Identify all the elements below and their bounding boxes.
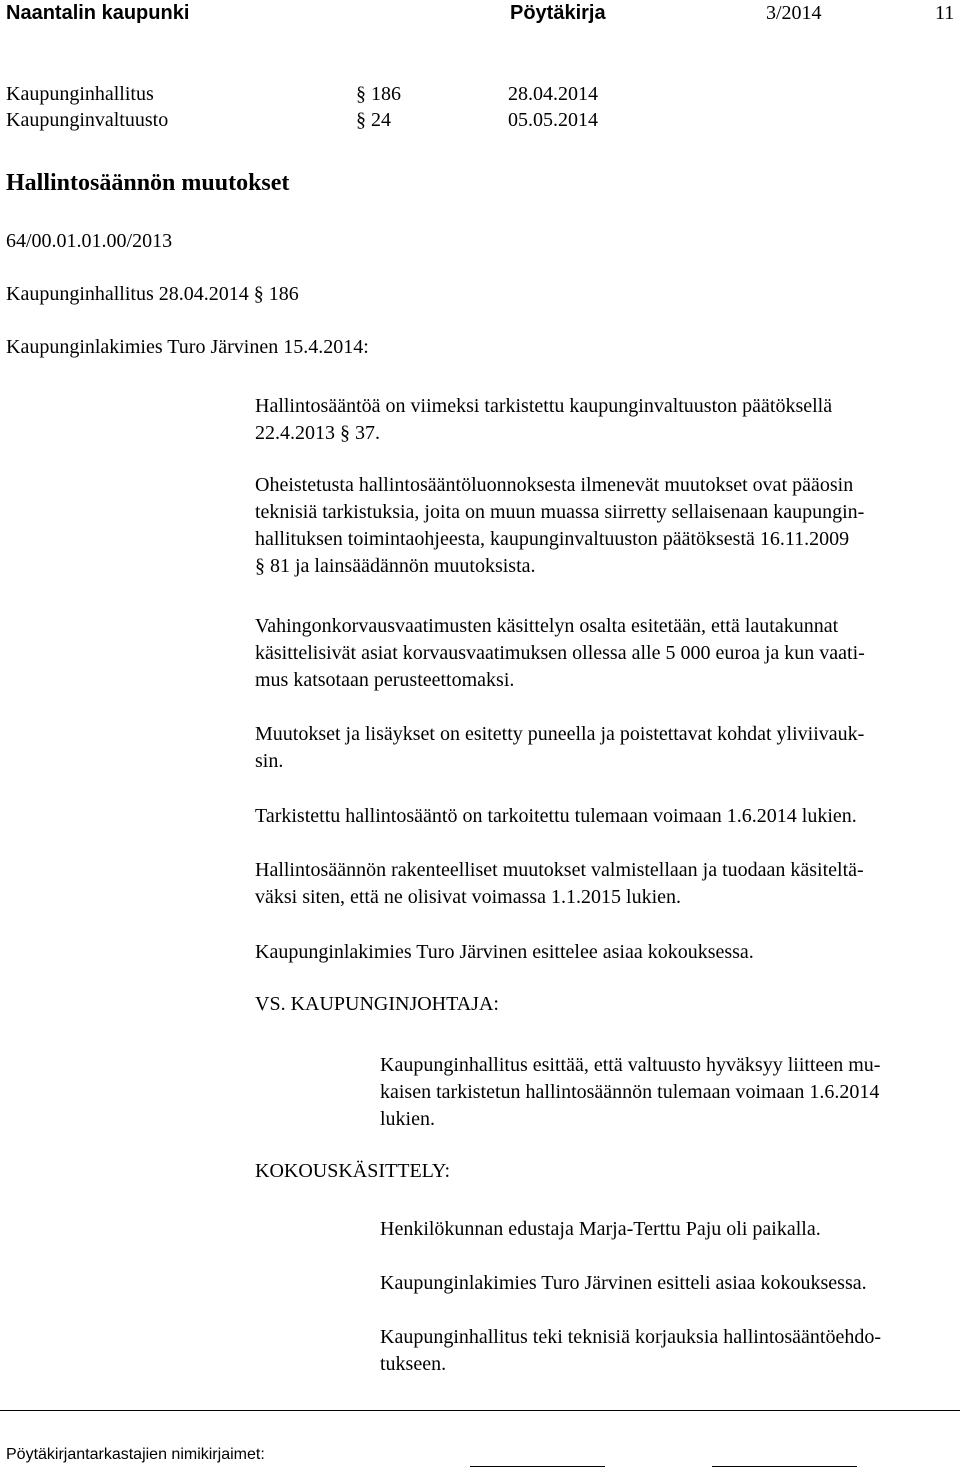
header-org: Naantalin kaupunki bbox=[6, 2, 190, 24]
diary-number: 64/00.01.01.00/2013 bbox=[6, 230, 173, 252]
meeting-note-3: Kaupunginhallitus teki teknisiä korjauksia hallintosääntöehdo- tukseen. bbox=[380, 1326, 882, 1375]
paragraph-1: Hallintosääntöä on viimeksi tarkistettu kaupunginvaltuuston päätöksellä 22.4.2013 § 37. bbox=[255, 395, 833, 444]
document-title: Hallintosäännön muutokset bbox=[6, 170, 290, 196]
meeting-section: § 24 bbox=[356, 109, 391, 131]
meeting-note-2: Kaupunginlakimies Turo Järvinen esitteli asiaa kokouksessa. bbox=[380, 1272, 867, 1294]
meeting-body: Kaupunginvaltuusto bbox=[6, 109, 169, 131]
header-doc-type: Pöytäkirja bbox=[510, 2, 606, 24]
signature-line-2 bbox=[712, 1466, 857, 1467]
meeting-date: 05.05.2014 bbox=[508, 109, 598, 131]
meeting-section: § 186 bbox=[356, 83, 401, 105]
footer-divider bbox=[0, 1410, 960, 1411]
meeting-heading: KOKOUSKÄSITTELY: bbox=[255, 1160, 451, 1182]
paragraph-4: Muutokset ja lisäykset on esitetty puneella ja poistettavat kohdat yliviivauk- sin. bbox=[255, 723, 865, 772]
paragraph-7: Kaupunginlakimies Turo Järvinen esittelee asiaa kokouksessa. bbox=[255, 941, 754, 963]
paragraph-3: Vahingonkorvausvaatimusten käsittelyn osalta esitetään, että lautakunnat käsittelisivät asiat korvausvaatimuksen ollessa alle 5 000 euroa ja kun vaati- mus katsotaan perusteettomaksi. bbox=[255, 615, 865, 691]
header-page-number: 11 bbox=[935, 2, 955, 24]
meeting-body: Kaupunginhallitus bbox=[6, 83, 154, 105]
meeting-note-1: Henkilökunnan edustaja Marja-Terttu Paju oli paikalla. bbox=[380, 1218, 821, 1240]
paragraph-2: Oheistetusta hallintosääntöluonnoksesta ilmenevät muutokset ovat pääosin teknisiä tarkistuksia, joita on muun muassa siirretty sellaisenaan kaupungin- hallituksen toimintaohjeesta, kaupunginvaltuuston päätöksestä 16.11.2009 § 81 ja lainsäädännön muutoksista. bbox=[255, 474, 865, 577]
paragraph-5: Tarkistettu hallintosääntö on tarkoitettu tulemaan voimaan 1.6.2014 lukien. bbox=[255, 805, 857, 827]
header-doc-no: 3/2014 bbox=[766, 2, 822, 24]
signature-line-1 bbox=[470, 1466, 605, 1467]
footer-initials-label: Pöytäkirjantarkastajien nimikirjaimet: bbox=[6, 1446, 265, 1463]
preparation-reference: Kaupunginhallitus 28.04.2014 § 186 bbox=[6, 283, 299, 305]
proposal-text: Kaupunginhallitus esittää, että valtuusto hyväksyy liitteen mu- kaisen tarkistetun hallintosäännön tulemaan voimaan 1.6.2014 lukien. bbox=[380, 1054, 881, 1130]
paragraph-6: Hallintosäännön rakenteelliset muutokset valmistellaan ja tuodaan käsiteltä- väksi siten, että ne olisivat voimassa 1.1.2015 lukien. bbox=[255, 859, 864, 908]
proposal-heading: VS. KAUPUNGINJOHTAJA: bbox=[255, 993, 499, 1015]
presenter-line: Kaupunginlakimies Turo Järvinen 15.4.2014: bbox=[6, 336, 369, 358]
meeting-date: 28.04.2014 bbox=[508, 83, 598, 105]
